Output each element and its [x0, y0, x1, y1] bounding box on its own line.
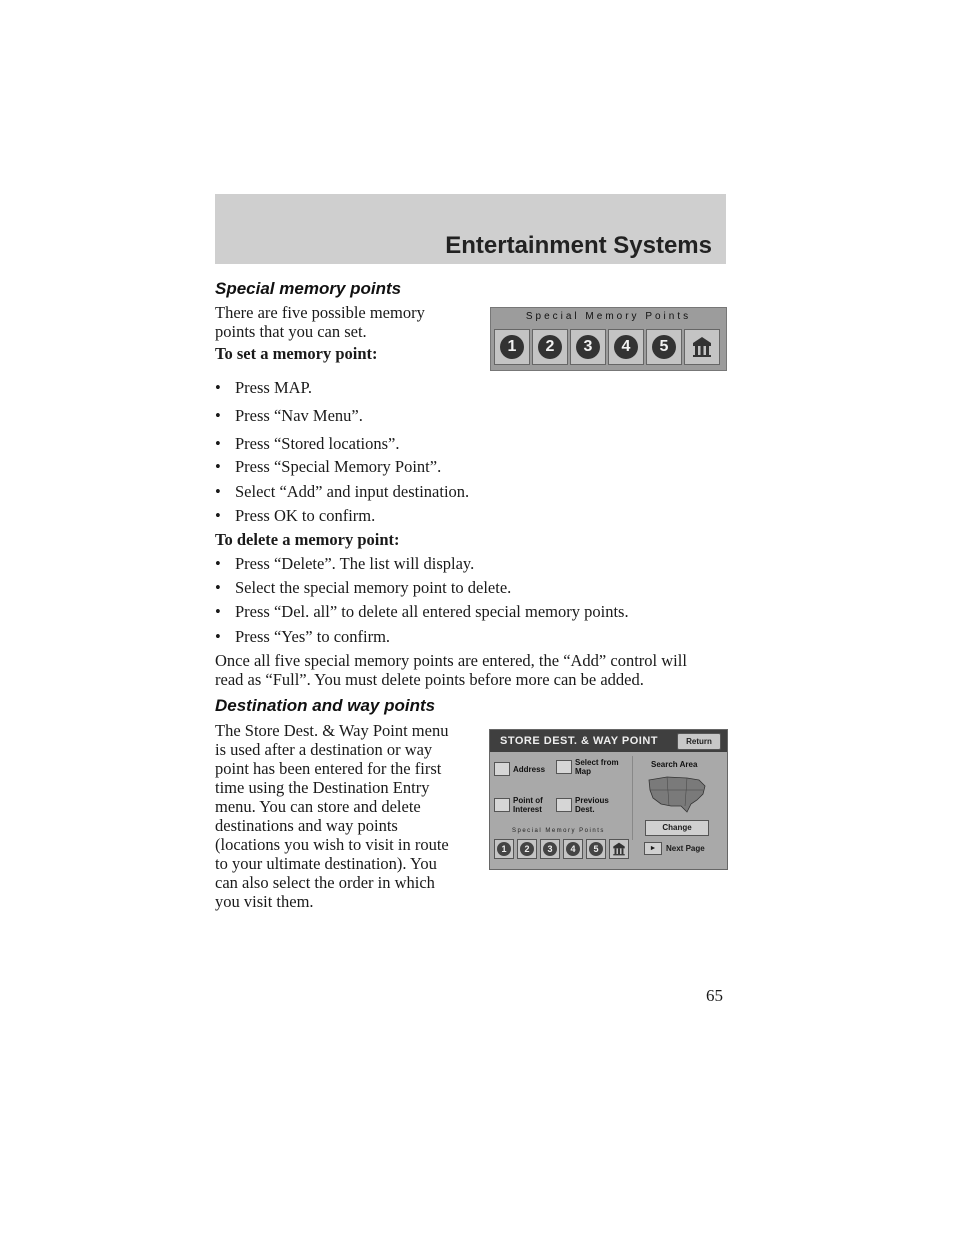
- sd-memory-row: [494, 839, 629, 859]
- heading-special-memory-points: Special memory points: [215, 279, 402, 298]
- body-line: (locations you wish to visit in route: [215, 835, 449, 854]
- sd-memory-button-5[interactable]: 5: [586, 839, 606, 859]
- address-icon: [494, 762, 510, 776]
- next-page-button[interactable]: ► Next Page: [644, 842, 705, 855]
- set-step: • Press OK to confirm.: [215, 506, 376, 525]
- delete-step: • Press “Del. all” to delete all entered special memory points.: [215, 602, 629, 621]
- memory-point-button-5[interactable]: 5: [646, 329, 682, 365]
- delete-step: • Press “Yes” to confirm.: [215, 627, 391, 646]
- sd-titlebar: [490, 730, 727, 752]
- point-of-interest-button[interactable]: Point of Interest: [494, 796, 543, 814]
- building-icon: [691, 336, 713, 358]
- set-label: To set a memory point:: [215, 344, 378, 363]
- chapter-header: [215, 194, 726, 264]
- body-line: point has been entered for the first: [215, 759, 442, 778]
- sd-memory-button-3[interactable]: 3: [540, 839, 560, 859]
- us-map-icon: [647, 774, 709, 816]
- set-step: • Select “Add” and input destination.: [215, 482, 470, 501]
- intro-line-1: There are five possible memory: [215, 303, 425, 322]
- memory-point-button-3[interactable]: 3: [570, 329, 606, 365]
- sd-memory-button-2[interactable]: 2: [517, 839, 537, 859]
- body-line: menu. You can store and delete: [215, 797, 421, 816]
- memory-point-button-2[interactable]: 2: [532, 329, 568, 365]
- smp-screen-title: Special Memory Points: [525, 311, 692, 322]
- change-button[interactable]: Change: [645, 820, 709, 836]
- closing-line-2: read as “Full”. You must delete points before more can be added.: [215, 670, 644, 689]
- closing-line-1: Once all five special memory points are entered, the “Add” control will: [215, 651, 687, 670]
- body-line: The Store Dest. & Way Point menu: [215, 721, 449, 740]
- building-icon: [612, 842, 626, 856]
- chapter-title: Entertainment Systems: [445, 232, 712, 259]
- delete-step: • Select the special memory point to delete.: [215, 578, 512, 597]
- memory-point-button-1[interactable]: 1: [494, 329, 530, 365]
- special-memory-points-screen: [490, 307, 727, 371]
- return-button[interactable]: Return: [677, 733, 721, 750]
- body-line: to your ultimate destination). You: [215, 854, 437, 873]
- heading-destination-way-points: Destination and way points: [215, 696, 436, 715]
- set-step: • Press “Stored locations”.: [215, 434, 400, 453]
- set-step: • Press “Special Memory Point”.: [215, 457, 442, 476]
- sd-memory-button-4[interactable]: 4: [563, 839, 583, 859]
- arrow-right-icon: ►: [644, 842, 662, 855]
- poi-icon: [494, 798, 510, 812]
- set-step: • Press “Nav Menu”.: [215, 406, 363, 425]
- memory-point-button-4[interactable]: 4: [608, 329, 644, 365]
- page-number: 65: [706, 986, 723, 1005]
- body-line: time using the Destination Entry: [215, 778, 430, 797]
- home-icon[interactable]: [684, 329, 720, 365]
- body-line: is used after a destination or way: [215, 740, 433, 759]
- body-line: can also select the order in which: [215, 873, 435, 892]
- delete-label: To delete a memory point:: [215, 530, 400, 549]
- previous-dest-icon: [556, 798, 572, 812]
- store-dest-screen: [489, 729, 728, 870]
- sd-title: STORE DEST. & WAY POINT: [500, 735, 658, 747]
- smp-button-row: [494, 329, 720, 365]
- delete-step: • Press “Delete”. The list will display.: [215, 554, 475, 573]
- previous-dest-button[interactable]: Previous Dest.: [556, 796, 609, 814]
- sd-home-icon[interactable]: [609, 839, 629, 859]
- map-icon: [556, 760, 572, 774]
- body-line: you visit them.: [215, 892, 314, 911]
- select-from-map-button[interactable]: Select from Map: [556, 758, 619, 776]
- body-line: destinations and way points: [215, 816, 398, 835]
- sd-memory-button-1[interactable]: 1: [494, 839, 514, 859]
- address-button[interactable]: Address: [494, 762, 545, 776]
- intro-line-2: points that you can set.: [215, 322, 367, 341]
- sd-smp-label: Special Memory Points: [512, 828, 605, 834]
- set-step: • Press MAP.: [215, 378, 313, 397]
- search-area-label: Search Area: [651, 760, 698, 769]
- search-area-panel: [632, 756, 725, 840]
